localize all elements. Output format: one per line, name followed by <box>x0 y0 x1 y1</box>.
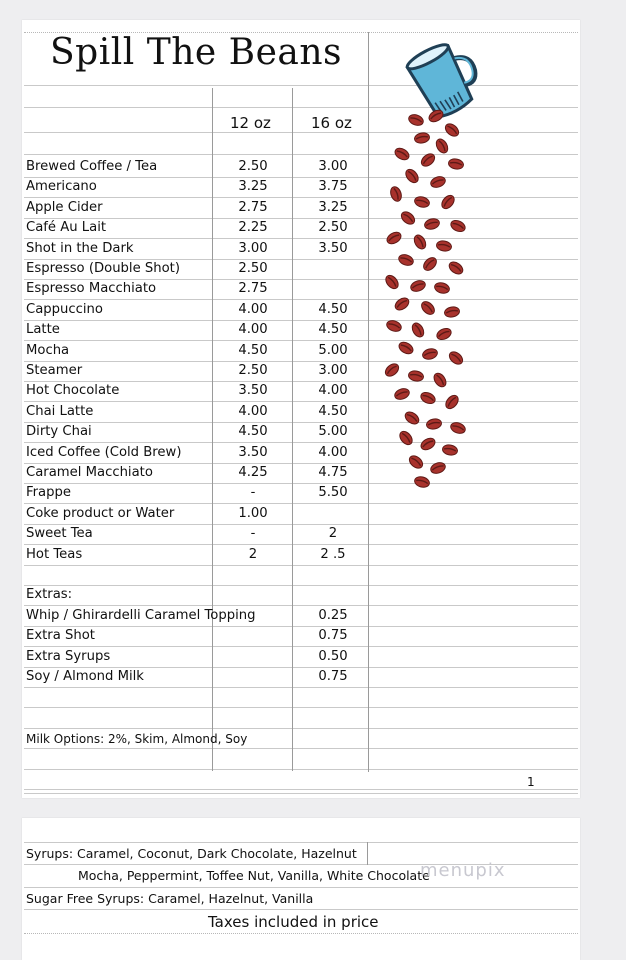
price-16oz: 3.00 <box>318 363 348 378</box>
menu-row <box>22 177 372 197</box>
menu-row <box>22 218 372 238</box>
item-name: Hot Chocolate <box>26 383 120 399</box>
coffee-bean-icon <box>419 299 437 317</box>
menu-title: Spill The Beans <box>50 32 343 73</box>
syrups-line-cont: Mocha, Peppermint, Toffee Nut, Vanilla, White Chocolate <box>78 868 430 883</box>
price-16oz: 3.25 <box>318 199 348 215</box>
extra-row <box>22 667 372 687</box>
price-12oz: 4.00 <box>238 403 268 419</box>
header-12oz: 12 oz <box>230 114 271 132</box>
coffee-bean-icon <box>410 321 426 339</box>
coffee-bean-icon <box>413 195 430 209</box>
coffee-bean-icon <box>385 319 403 334</box>
watermark: menupix <box>420 860 506 881</box>
item-name: Sweet Tea <box>26 526 93 542</box>
menu-row <box>22 524 372 544</box>
item-name: Mocha <box>26 342 70 358</box>
sugar-free-syrups: Sugar Free Syrups: Caramel, Hazelnut, Vanilla <box>26 891 314 906</box>
price-12oz: 2.75 <box>238 281 268 297</box>
price-12oz: 2.25 <box>238 220 268 236</box>
menu-page-1 <box>22 20 580 798</box>
coffee-bean-icon <box>449 218 467 233</box>
menu-row <box>22 157 372 177</box>
item-name: Café Au Lait <box>26 220 107 236</box>
grid-line <box>24 789 578 790</box>
item-name: Steamer <box>26 363 83 378</box>
price-16oz: 5.00 <box>318 424 348 440</box>
price-16oz: 4.50 <box>318 322 348 338</box>
item-name: Espresso (Double Shot) <box>26 261 180 276</box>
coffee-bean-icon <box>383 361 401 378</box>
menu-row <box>22 443 372 463</box>
grid-line <box>24 154 578 155</box>
grid-line <box>24 728 578 729</box>
item-name: Dirty Chai <box>26 424 92 440</box>
extra-row <box>22 626 372 646</box>
extra-name: Extra Syrups <box>26 648 111 664</box>
coffee-bean-icon <box>433 281 450 295</box>
coffee-bean-icon <box>442 444 459 456</box>
price-12oz: 4.50 <box>238 424 268 440</box>
milk-options: Milk Options: 2%, Skim, Almond, Soy <box>26 732 248 746</box>
coffee-bean-icon <box>421 255 439 273</box>
extras-label: Extras: <box>26 587 73 602</box>
item-name: Frappe <box>26 485 71 501</box>
coffee-bean-icon <box>409 279 427 294</box>
item-name: Apple Cider <box>26 199 103 215</box>
coffee-bean-icon <box>449 421 467 436</box>
extra-price: 0.75 <box>318 669 348 685</box>
coffee-bean-icon <box>429 461 447 476</box>
coffee-bean-icon <box>448 158 465 170</box>
price-12oz: 4.00 <box>238 322 268 338</box>
item-name: Brewed Coffee / Tea <box>26 159 158 174</box>
page-number: 1 <box>527 775 535 789</box>
item-name: Caramel Macchiato <box>26 465 153 480</box>
price-12oz: 2.50 <box>238 159 268 174</box>
price-12oz: 2 <box>248 546 258 562</box>
coffee-beans-group <box>383 108 467 489</box>
extra-row <box>22 606 372 626</box>
extra-price: 0.50 <box>318 648 348 664</box>
coffee-bean-icon <box>397 253 415 268</box>
extras-label-row <box>22 585 372 605</box>
coffee-bean-icon <box>419 390 437 405</box>
syrups-line: Syrups: Caramel, Coconut, Dark Chocolate, Hazelnut <box>26 846 357 861</box>
coffee-bean-icon <box>389 185 404 203</box>
coffee-bean-icon <box>447 349 465 366</box>
coffee-bean-icon <box>397 340 415 356</box>
coffee-bean-icon <box>407 453 425 470</box>
menu-row <box>22 279 372 299</box>
coffee-bean-icon <box>426 418 443 430</box>
price-16oz: 3.75 <box>318 179 348 195</box>
coffee-bean-icon <box>432 371 449 389</box>
coffee-bean-icon <box>443 121 461 138</box>
coffee-bean-icon <box>439 193 456 211</box>
price-16oz: 4.50 <box>318 403 348 419</box>
price-16oz: 5.50 <box>318 485 348 501</box>
price-16oz: 5.00 <box>318 342 348 358</box>
item-name: Americano <box>26 179 97 195</box>
item-name: Cappuccino <box>26 301 103 317</box>
menu-row <box>22 341 372 361</box>
coffee-bean-icon <box>407 113 425 128</box>
extra-name: Soy / Almond Milk <box>26 669 144 685</box>
menu-row <box>22 239 372 259</box>
extra-price: 0.25 <box>318 608 348 623</box>
grid-line <box>24 769 578 770</box>
item-name: Iced Coffee (Cold Brew) <box>26 444 182 460</box>
price-12oz: 3.50 <box>238 383 268 399</box>
coffee-bean-icon <box>399 209 417 226</box>
price-16oz: 4.75 <box>318 465 348 480</box>
price-12oz: 4.50 <box>238 342 268 358</box>
coffee-bean-icon <box>408 370 425 382</box>
coffee-bean-icon <box>393 146 411 162</box>
price-16oz: 4.00 <box>318 444 348 460</box>
price-16oz: 4.00 <box>318 383 348 399</box>
coffee-bean-icon <box>423 217 440 231</box>
grid-line <box>24 85 578 86</box>
item-name: Hot Teas <box>26 546 83 562</box>
menu-row <box>22 361 372 381</box>
coffee-bean-icon <box>419 151 437 168</box>
price-12oz: 1.00 <box>238 505 268 521</box>
menu-page-2 <box>22 818 580 960</box>
price-16oz: 2 <box>328 526 338 542</box>
extra-price: 0.75 <box>318 628 348 644</box>
menu-row <box>22 402 372 422</box>
grid-line <box>24 707 578 708</box>
extra-row <box>22 647 372 667</box>
menu-row <box>22 259 372 279</box>
price-16oz: 2.50 <box>318 220 348 236</box>
extra-name: Extra Shot <box>26 628 95 644</box>
menu-row <box>22 300 372 320</box>
coffee-bean-icon <box>393 296 411 313</box>
price-12oz: 4.25 <box>238 465 268 480</box>
price-12oz: 2.50 <box>238 261 268 276</box>
menu-row <box>22 545 372 565</box>
item-name: Chai Latte <box>26 403 94 419</box>
coffee-bean-icon <box>421 347 438 361</box>
price-12oz: 3.50 <box>238 444 268 460</box>
coffee-bean-icon <box>447 260 465 277</box>
item-name: Latte <box>26 322 60 338</box>
coffee-bean-icon <box>443 393 460 411</box>
taxes-note: Taxes included in price <box>208 913 379 931</box>
price-12oz: - <box>250 485 256 501</box>
grid-line <box>24 132 578 133</box>
coffee-bean-icon <box>397 429 414 447</box>
coffee-bean-icon <box>403 167 420 185</box>
price-12oz: 3.00 <box>238 240 268 256</box>
coffee-bean-icon <box>429 175 447 190</box>
price-12oz: 3.25 <box>238 179 268 195</box>
coffee-bean-icon <box>403 410 421 427</box>
menu-row <box>22 463 372 483</box>
item-name: Espresso Macchiato <box>26 281 157 297</box>
menu-row <box>22 422 372 442</box>
coffee-bean-icon <box>385 230 403 246</box>
price-16oz: 2 .5 <box>320 546 346 562</box>
item-name: Shot in the Dark <box>26 240 134 256</box>
coffee-bean-icon <box>435 326 453 341</box>
coffee-bean-icon <box>412 233 428 251</box>
coffee-cup-beans-illustration <box>372 42 492 492</box>
coffee-bean-icon <box>383 273 400 291</box>
grid-line <box>24 748 578 749</box>
menu-row <box>22 381 372 401</box>
price-12oz: 2.75 <box>238 199 268 215</box>
grid-line <box>24 32 578 33</box>
menu-row <box>22 504 372 524</box>
coffee-cup-icon <box>405 42 488 121</box>
price-12oz: 4.00 <box>238 301 268 317</box>
coffee-bean-icon <box>434 137 450 155</box>
menu-row <box>22 198 372 218</box>
grid-line <box>24 565 578 566</box>
header-16oz: 16 oz <box>311 114 352 132</box>
price-16oz: 4.50 <box>318 301 348 317</box>
coffee-bean-icon <box>413 475 430 489</box>
menu-row <box>22 483 372 503</box>
price-12oz: 2.50 <box>238 363 268 378</box>
menu-row <box>22 320 372 340</box>
coffee-bean-icon <box>436 240 453 252</box>
extra-name: Whip / Ghirardelli Caramel Topping <box>26 608 256 623</box>
coffee-bean-icon <box>444 306 461 318</box>
coffee-bean-icon <box>419 436 437 452</box>
item-name: Coke product or Water <box>26 505 175 521</box>
price-16oz: 3.50 <box>318 240 348 256</box>
grid-line <box>24 107 578 108</box>
grid-line <box>24 793 578 794</box>
price-12oz: - <box>250 526 256 542</box>
coffee-bean-icon <box>414 132 431 144</box>
coffee-bean-icon <box>393 387 411 402</box>
price-16oz: 3.00 <box>318 159 348 174</box>
